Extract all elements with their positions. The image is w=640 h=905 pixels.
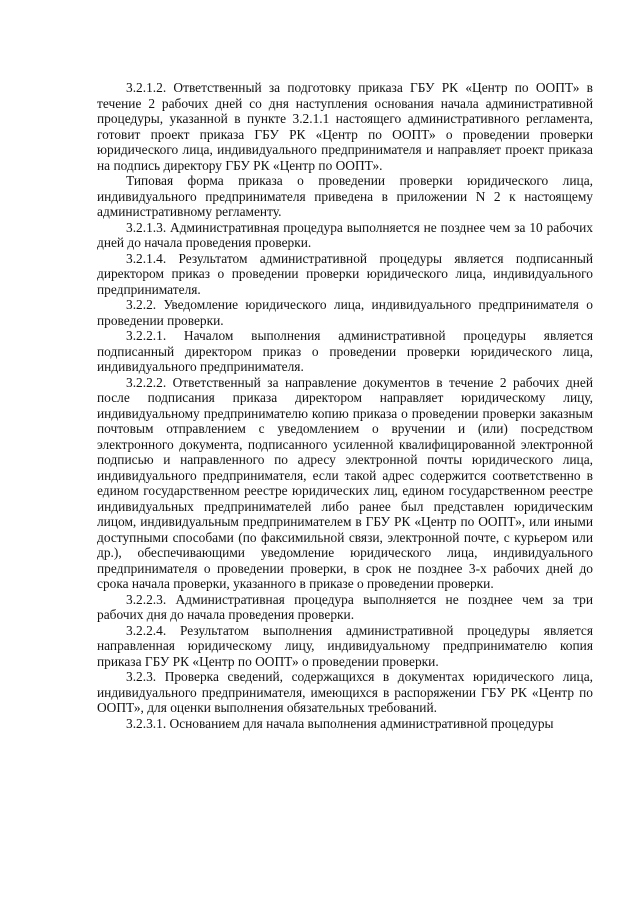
paragraph-standard-form: Типовая форма приказа о проведении проверки юридического лица, индивидуального предпринимателя приведена в приложении N 2 к настоящему административному регламенту. [97,173,593,219]
document-page [97,80,593,731]
paragraph-3-2-1-3: 3.2.1.3. Административная процедура выполняется не позднее чем за 10 рабочих дней до начала проведения проверки. [97,219,593,250]
paragraph-3-2-3: 3.2.3. Проверка сведений, содержащихся в документах юридического лица, индивидуального предпринимателя, имеющихся в распоряжении ГБУ РК «Центр по ООПТ», для оценки выполнения обязательных требований. [97,669,593,715]
paragraph-3-2-2-2: 3.2.2.2. Ответственный за направление документов в течение 2 рабочих дней после подписания приказа директором направляет юридическому лицу, индивидуальному предпринимателю копию приказа о проведении проверки заказным почтовым отправлением с уведомлением о вручении и (или) посредством электронного документа, подписанного усиленной квалифицированной электронной подписью и направленного по адресу электронной почты юридического лица, индивидуального предпринимателя, если такой адрес содержится соответственно в едином государственном реестре юридических лиц, едином государственном реестре индивидуальных предпринимателей либо ранее был представлен юридическим лицом, индивидуальным предпринимателем в ГБУ РК «Центр по ООПТ», или иными доступными способами (по факсимильной связи, электронной почте, с курьером или др.), обеспечивающими уведомление юридического лица, индивидуального предпринимателя о проведении проверки, в срок не позднее 3-х рабочих дней до срока начала проверки, указанного в приказе о проведении проверки. [97,374,593,591]
paragraph-3-2-2-1: 3.2.2.1. Началом выполнения административной процедуры является подписанный директором приказ о проведении проверки юридического лица, индивидуального предпринимателя. [97,328,593,374]
paragraph-3-2-2-4: 3.2.2.4. Результатом выполнения административной процедуры является направленная юридическому лицу, индивидуальному предпринимателю копия приказа ГБУ РК «Центр по ООПТ» о проведении проверки. [97,622,593,669]
paragraph-3-2-3-1: 3.2.3.1. Основанием для начала выполнения административной процедуры [126,715,554,731]
paragraph-3-2-2-3: 3.2.2.3. Административная процедура выполняется не позднее чем за три рабочих дня до начала проведения проверки. [97,591,593,622]
paragraph-3-2-1-4: 3.2.1.4. Результатом административной процедуры является подписанный директором приказ о проведении проверки юридического лица, индивидуального предпринимателя. [97,250,593,297]
paragraph-3-2-1-2: 3.2.1.2. Ответственный за подготовку приказа ГБУ РК «Центр по ООПТ» в течение 2 рабочих дней со дня наступления основания начала административной процедуры, указанной в пункте 3.2.1.1 настоящего административного регламента, готовит проект приказа ГБУ РК «Центр по ООПТ» о проведении проверки юридического лица, индивидуального предпринимателя и направляет проект приказа на подпись директору ГБУ РК «Центр по ООПТ». [97,80,593,173]
paragraph-3-2-2: 3.2.2. Уведомление юридического лица, индивидуального предпринимателя о проведении проверки. [97,297,593,328]
